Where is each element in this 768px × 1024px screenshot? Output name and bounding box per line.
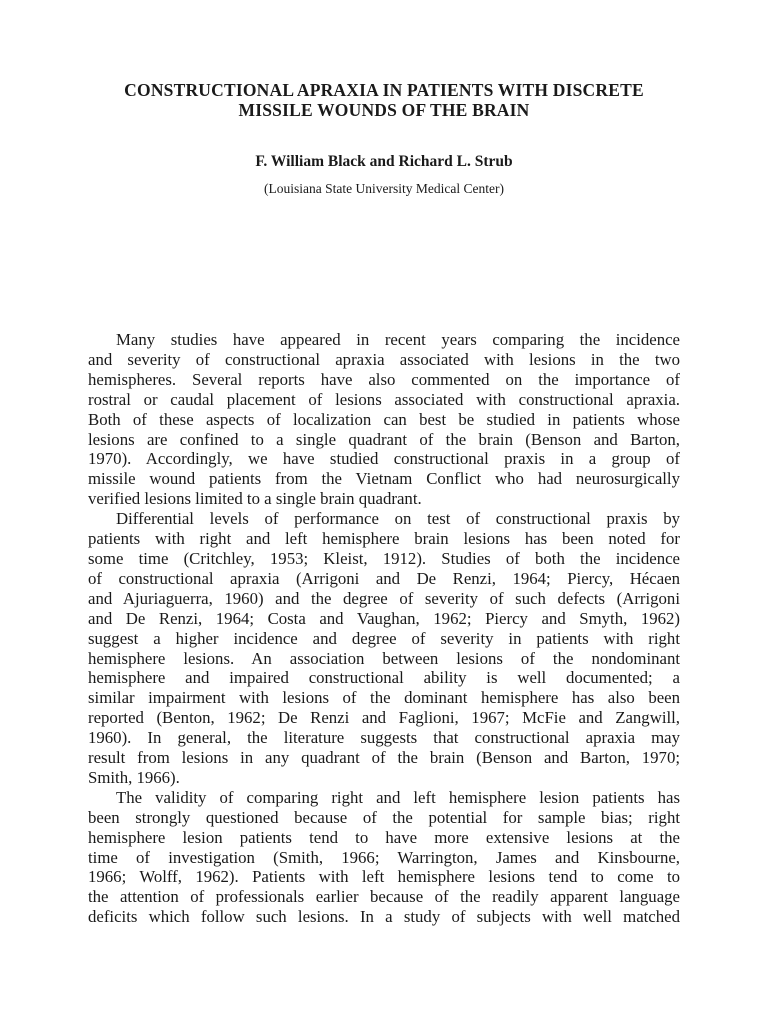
text-line: hemisphere lesions. An association between lesions of the nondominant (88, 648, 680, 668)
paper-title (40, 80, 728, 120)
text-line: suggest a higher incidence and degree of severity in patients with right (88, 628, 680, 648)
text-line: result from lesions in any quadrant of the brain (Benson and Barton, 1970; (88, 748, 680, 768)
text-line: Differential levels of performance on test of constructional praxis by (116, 509, 680, 529)
title-line: CONSTRUCTIONAL APRAXIA IN PATIENTS WITH DISCRETE (124, 80, 644, 100)
text-line: the attention of professionals earlier because of the readily apparent language (88, 887, 680, 907)
text-line: The validity of comparing right and left hemisphere lesion patients has (116, 787, 680, 807)
text-line: some time (Critchley, 1953; Kleist, 1912). Studies of both the incidence (88, 548, 680, 568)
text-line: Many studies have appeared in recent years comparing the incidence (116, 330, 680, 349)
text-line: Smith, 1966). (88, 767, 180, 787)
text-line: hemisphere lesion patients tend to have more extensive lesions at the (88, 827, 680, 847)
text-line: time of investigation (Smith, 1966; Warrington, James and Kinsbourne, (88, 847, 680, 867)
text-line: been strongly questioned because of the potential for sample bias; right (88, 807, 680, 827)
text-line: reported (Benton, 1962; De Renzi and Faglioni, 1967; McFie and Zangwill, (88, 708, 680, 728)
text-line: hemisphere and impaired constructional ability is well documented; a (88, 668, 680, 688)
text-line: of constructional apraxia (Arrigoni and De Renzi, 1964; Piercy, Hécaen (88, 568, 680, 588)
text-line: rostral or caudal placement of lesions associated with constructional apraxia. (88, 389, 680, 409)
text-line: Both of these aspects of localization can best be studied in patients whose (88, 409, 680, 429)
title-line: MISSILE WOUNDS OF THE BRAIN (238, 100, 530, 120)
text-line: 1960). In general, the literature suggests that constructional apraxia may (88, 728, 680, 748)
text-line: and severity of constructional apraxia associated with lesions in the two (88, 349, 680, 369)
author-affiliation: (Louisiana State University Medical Center) (264, 181, 504, 196)
body-text (88, 330, 680, 927)
text-line: and De Renzi, 1964; Costa and Vaughan, 1962; Piercy and Smyth, 1962) (88, 608, 680, 628)
text-line: patients with right and left hemisphere brain lesions has been noted for (88, 529, 680, 549)
text-line: similar impairment with lesions of the dominant hemisphere has also been (88, 688, 680, 708)
text-line: verified lesions limited to a single brain quadrant. (88, 489, 422, 509)
text-line: lesions are confined to a single quadrant of the brain (Benson and Barton, (88, 429, 680, 449)
text-line: hemispheres. Several reports have also commented on the importance of (88, 369, 680, 389)
text-line: deficits which follow such lesions. In a study of subjects with well matched (88, 907, 680, 927)
author-names: F. William Black and Richard L. Strub (255, 153, 513, 170)
text-line: 1966; Wolff, 1962). Patients with left hemisphere lesions tend to come to (88, 867, 680, 887)
text-line: and Ajuriaguerra, 1960) and the degree of severity of such defects (Arrigoni (88, 588, 680, 608)
text-line: 1970). Accordingly, we have studied constructional praxis in a group of (88, 449, 680, 469)
text-line: missile wound patients from the Vietnam Conflict who had neurosurgically (88, 469, 680, 489)
